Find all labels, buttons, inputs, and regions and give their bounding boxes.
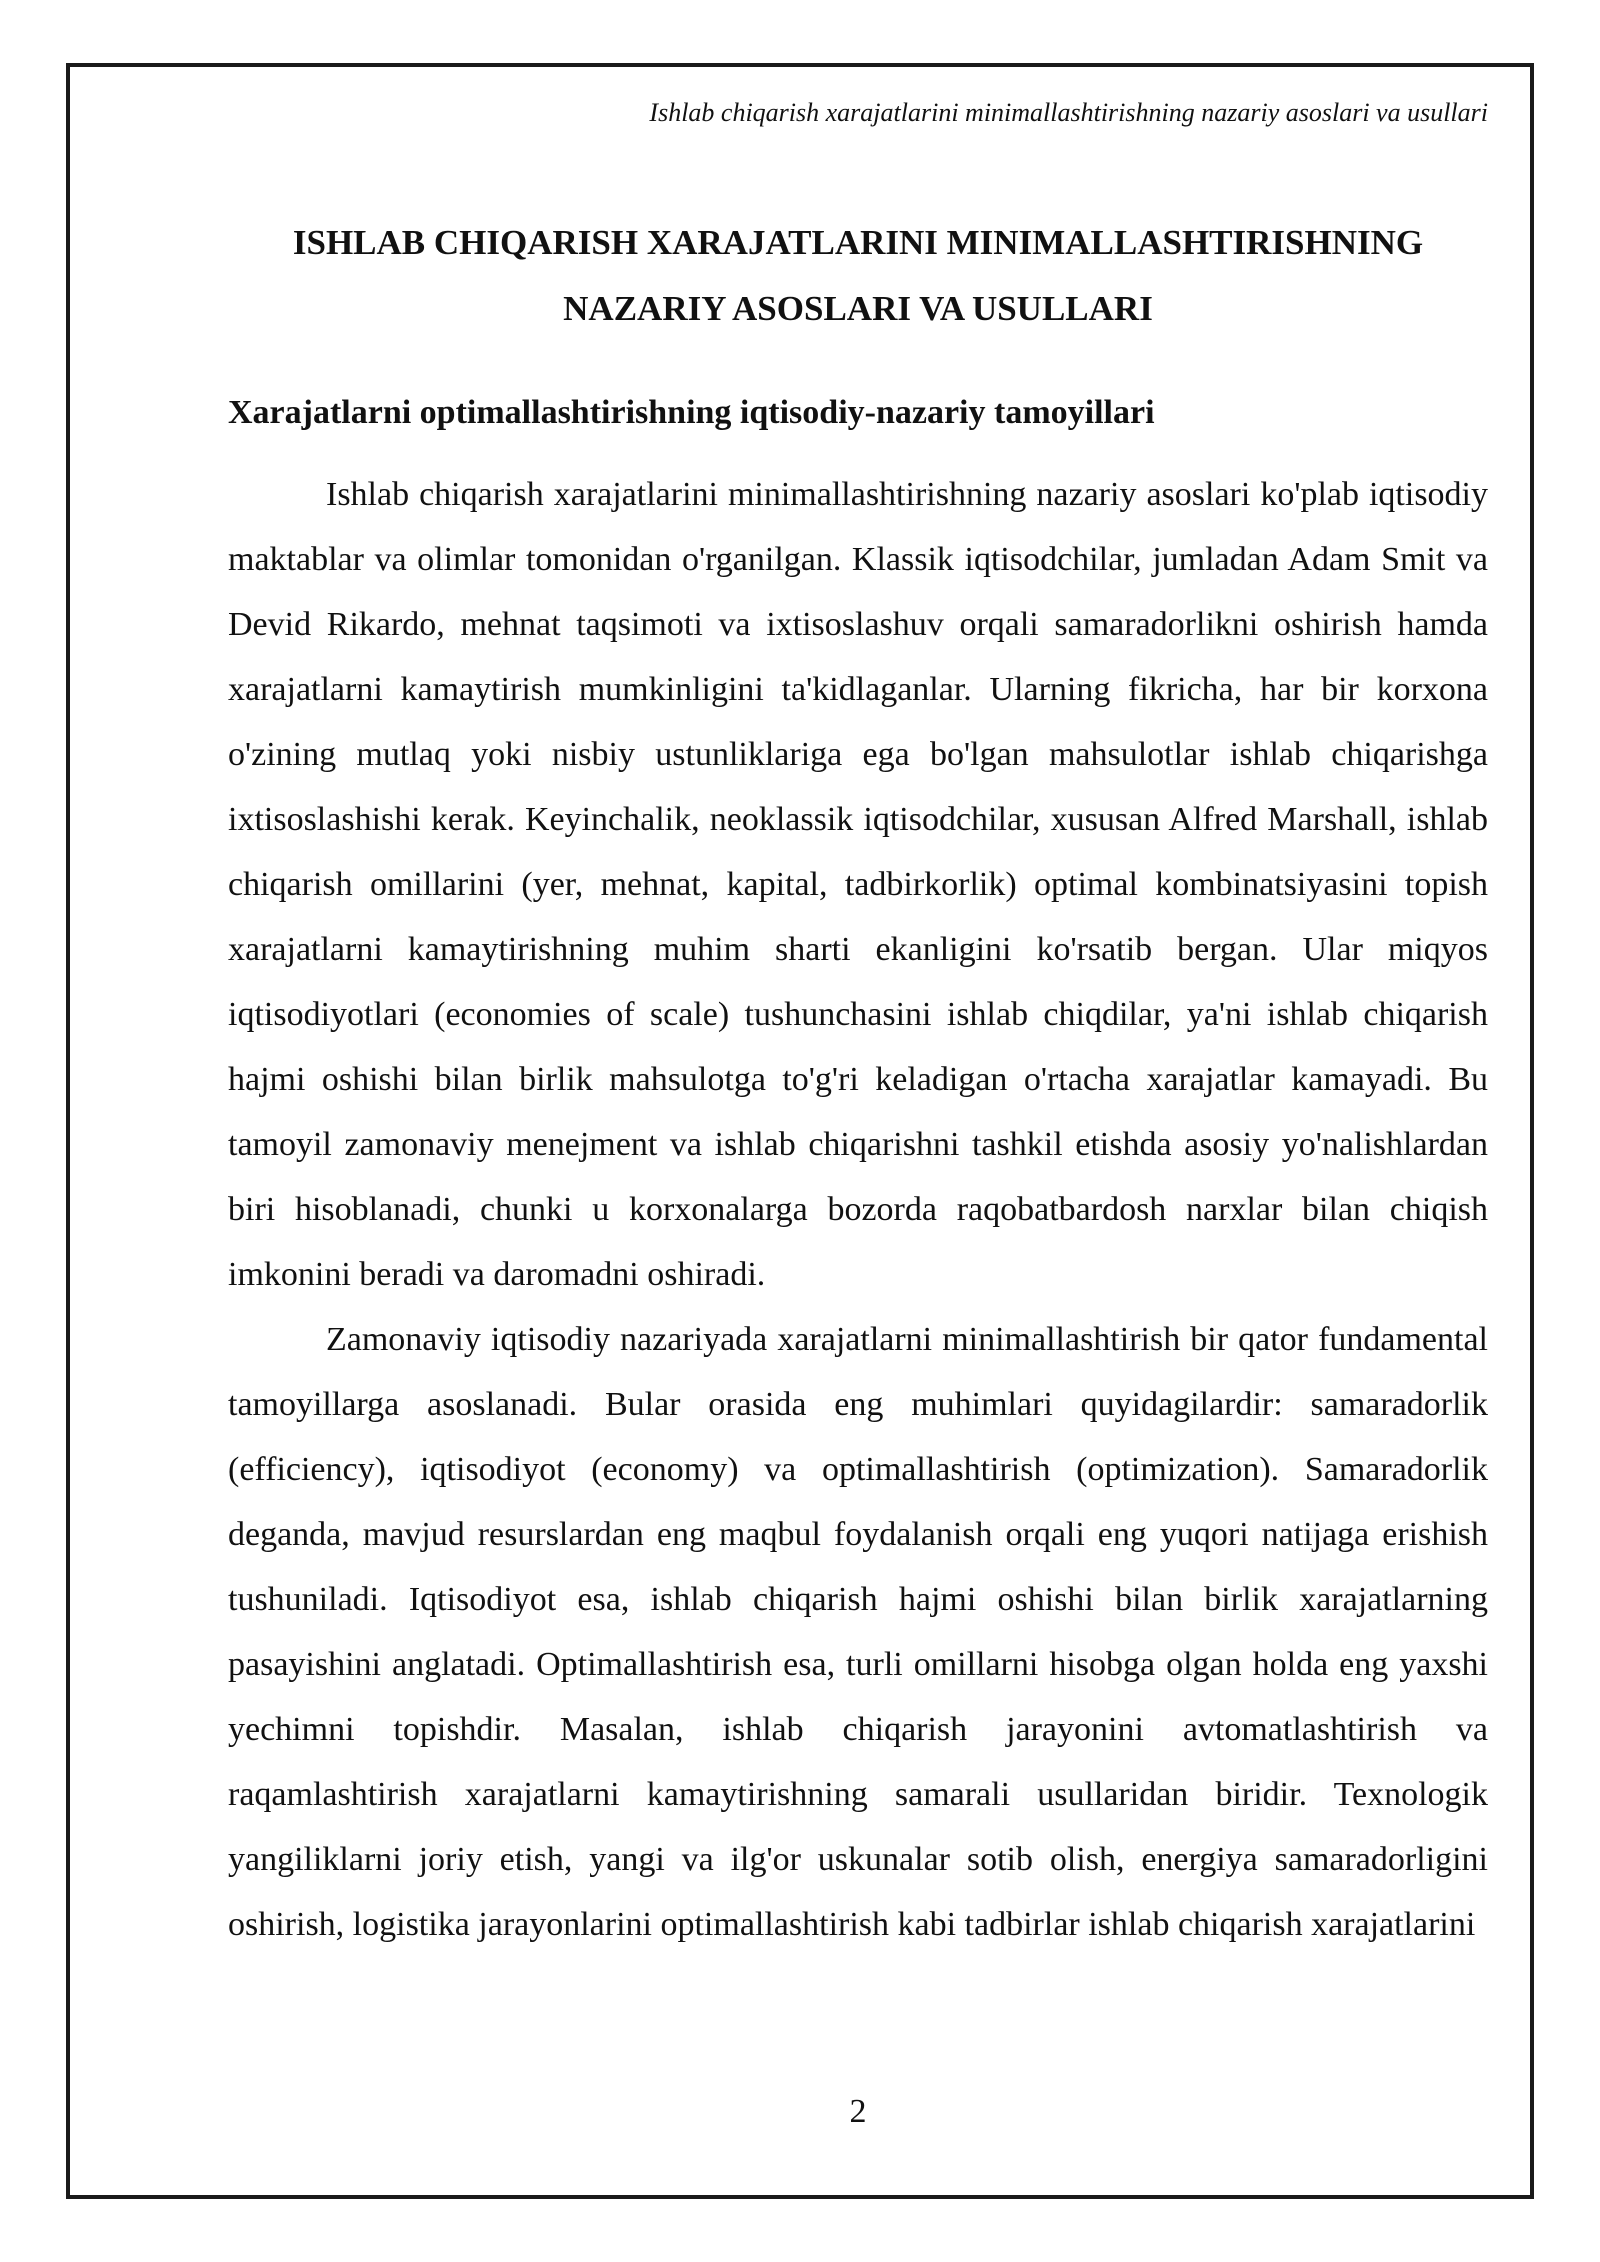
paragraph: Ishlab chiqarish xarajatlarini minimallashtirishning nazariy asoslari ko'plab iqtisodiy maktablar va olimlar tomonidan o'rganilgan. Klassik iqtisodchilar, jumladan Adam Smit va Devid Rikardo, mehnat taqsimoti va ixtisoslashuv orqali samaradorlikni oshirish hamda xarajatlarni kamaytirish mumkinligini ta'kidlaganlar. Ularning fikricha, har bir korxona o'zining mutlaq yoki nisbiy ustunliklariga ega bo'lgan mahsulotlar ishlab chiqarishga ixtisoslashishi kerak. Keyinchalik, neoklassik iqtisodchilar, xususan Alfred Marshall, ishlab chiqarish omillarini (yer, mehnat, kapital, tadbirkorlik) optimal kombinatsiyasini topish xarajatlarni kamaytirishning muhim sharti ekanligini ko'rsatib bergan. Ular miqyos iqtisodiyotlari (economies of scale) tushunchasini ishlab chiqdilar, ya'ni ishlab chiqarish hajmi oshishi bilan birlik mahsulotga to'g'ri keladigan o'rtacha xarajatlar kamayadi. Bu tamoyil zamonaviy menejment va ishlab chiqarishni tashkil etishda asosiy yo'nalishlardan biri hisoblanadi, chunki u korxonalarga bozorda raqobatbardosh narxlar bilan chiqish imkonini beradi va daromadni oshiradi. — [228, 476, 1488, 1293]
body-text — [228, 462, 1488, 1957]
section-heading: Xarajatlarni optimallashtirishning iqtisodiy-nazariy tamoyillari — [228, 394, 1155, 431]
page-number: 2 — [849, 2093, 867, 2130]
document-title: ISHLAB CHIQARISH XARAJATLARINI MINIMALLASHTIRISHNING NAZARIY ASOSLARI VA USULLARI — [292, 223, 1424, 328]
paragraph: Zamonaviy iqtisodiy nazariyada xarajatlarni minimallashtirish bir qator fundamental tamoyillarga asoslanadi. Bular orasida eng muhimlari quyidagilardir: samaradorlik (efficiency), iqtisodiyot (economy) va optimallashtirish (optimization). Samaradorlik deganda, mavjud resurslardan eng maqbul foydalanish orqali eng yuqori natijaga erishish tushuniladi. Iqtisodiyot esa, ishlab chiqarish hajmi oshishi bilan birlik xarajatlarning pasayishini anglatadi. Optimallashtirish esa, turli omillarni hisobga olgan holda eng yaxshi yechimni topishdir. Masalan, ishlab chiqarish jarayonini avtomatlashtirish va raqamlashtirish xarajatlarni kamaytirishning samarali usullaridan biridir. Texnologik yangiliklarni joriy etish, yangi va ilg'or uskunalar sotib olish, energiya samaradorligini oshirish, logistika jarayonlarini optimallashtirish kabi tadbirlar ishlab chiqarish xarajatlarini — [228, 1321, 1488, 1943]
running-header: Ishlab chiqarish xarajatlarini minimallashtirishning nazariy asoslari va usullari — [649, 98, 1488, 127]
